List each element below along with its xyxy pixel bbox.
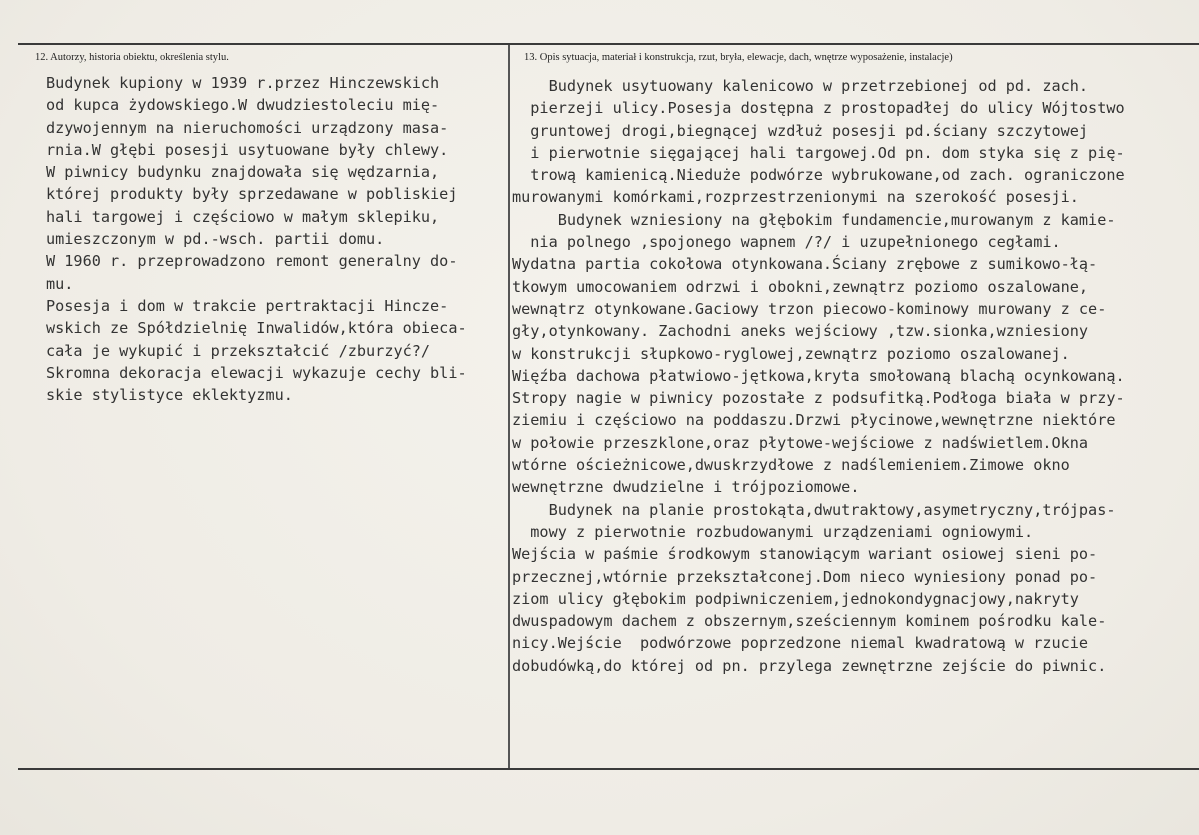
text-line: umieszczonym w pd.-wsch. partii domu. xyxy=(46,230,385,249)
text-line: skie stylistyce eklektyzmu. xyxy=(46,386,293,405)
text-line: której produkty były sprzedawane w pobliskiej xyxy=(46,185,458,204)
text-line: Stropy nagie w piwnicy pozostałe z podsufitką.Podłoga biała w przy- xyxy=(512,389,1125,408)
text-line: dzywojennym na nieruchomości urządzony masa- xyxy=(46,118,449,137)
text-line: hali targowej i częściowo w małym sklepiku, xyxy=(46,207,440,226)
text-line: cała je wykupić i przekształcić /zburzyć?/ xyxy=(46,341,431,360)
text-line: Więźba dachowa płatwiowo-jętkowa,kryta smołowaną blachą ocynkowaną. xyxy=(512,366,1125,385)
text-line: Budynek kupiony w 1939 r.przez Hinczewskich xyxy=(46,74,440,92)
text-line: wskich ze Spółdzielnię Inwalidów,która obieca- xyxy=(46,319,467,338)
text-line: mowy z pierwotnie rozbudowanymi urządzeniami ogniowymi. xyxy=(512,522,1034,541)
text-line: Wydatna partia cokołowa otynkowana.Ściany zrębowe z sumikowo-łą- xyxy=(512,255,1098,274)
text-line: przecznej,wtórnie przekształconej.Dom nieco wyniesiony ponad po- xyxy=(512,567,1098,586)
top-rule xyxy=(18,43,1199,45)
text-line: nia polnego ,spojonego wapnem /?/ i uzupełnionego cegłami. xyxy=(512,233,1061,252)
text-line: Posesja i dom w trakcie pertraktacji Hincze- xyxy=(46,296,449,315)
bottom-rule xyxy=(18,768,1199,770)
column-divider xyxy=(508,45,510,768)
text-line: Budynek wzniesiony na głębokim fundamencie,murowanym z kamie- xyxy=(512,210,1116,229)
text-line: ziemiu i częściowo na poddaszu.Drzwi płycinowe,wewnętrzne niektóre xyxy=(512,411,1116,430)
text-line: wewnętrzne dwudzielne i trójpoziomowe. xyxy=(512,478,860,497)
text-line: i pierwotnie sięgającej hali targowej.Od pn. dom styka się z pię- xyxy=(512,143,1125,162)
section-12-header: 12. Autorzy, historia obiektu, określenia stylu. xyxy=(35,52,229,63)
text-line: rnia.W głębi posesji usytuowane były chlewy. xyxy=(46,140,449,159)
text-line: tkowym umocowaniem odrzwi i obokni,zewnątrz poziomo oszalowane, xyxy=(512,277,1089,296)
text-line: ziom ulicy głębokim podpiwniczeniem,jednokondygnacjowy,nakryty xyxy=(512,589,1079,608)
text-line: Budynek usytuowany kalenicowo w przetrzebionej od pd. zach. xyxy=(512,77,1089,95)
text-line: wewnątrz otynkowane.Gaciowy trzon piecowo-kominowy murowany z ce- xyxy=(512,299,1107,318)
text-line: dwuspadowym dachem z obszernym,sześciennym kominem pośrodku kale- xyxy=(512,612,1107,631)
text-line: mu. xyxy=(46,274,74,293)
text-line: Skromna dekoracja elewacji wykazuje cechy bli- xyxy=(46,363,467,382)
text-line: Budynek na planie prostokąta,dwutraktowy,asymetryczny,trójpas- xyxy=(512,500,1116,519)
section-13-header: 13. Opis sytuacja, materiał i konstrukcja, rzut, bryła, elewacje, dach, wnętrze wyposażenie, instalacje) xyxy=(524,52,953,63)
text-line: gły,otynkowany. Zachodni aneks wejściowy ,tzw.sionka,wzniesiony xyxy=(512,322,1089,341)
text-line: od kupca żydowskiego.W dwudziestoleciu mię- xyxy=(46,96,440,115)
text-line: W 1960 r. przeprowadzono remont generalny do- xyxy=(46,252,458,271)
text-line: gruntowej drogi,biegnącej wzdłuż posesji pd.ściany szczytowej xyxy=(512,121,1089,140)
text-line: pierzeji ulicy.Posesja dostępna z prostopadłej do ulicy Wójtostwo xyxy=(512,99,1125,118)
text-line: dobudówką,do której od pn. przylega zewnętrzne zejście do piwnic. xyxy=(512,656,1107,675)
text-line: wtórne ościeżnicowe,dwuskrzydłowe z nadślemieniem.Zimowe okno xyxy=(512,456,1070,475)
text-line: W piwnicy budynku znajdowała się wędzarnia, xyxy=(46,163,440,182)
text-line: w konstrukcji słupkowo-ryglowej,zewnątrz poziomo oszalowanej. xyxy=(512,344,1070,363)
section-12-text xyxy=(46,72,467,406)
section-13-text xyxy=(512,75,1125,677)
text-line: murowanymi komórkami,rozprzestrzenionymi na szerokość posesji. xyxy=(512,188,1079,207)
text-line: nicy.Wejście podwórzowe poprzedzone niemal kwadratową w rzucie xyxy=(512,634,1089,653)
text-line: Wejścia w paśmie środkowym stanowiącym wariant osiowej sieni po- xyxy=(512,545,1098,564)
text-line: w połowie przeszklone,oraz płytowe-wejściowe z nadświetlem.Okna xyxy=(512,433,1089,452)
text-line: trową kamienicą.Nieduże podwórze wybrukowane,od zach. ograniczone xyxy=(512,166,1125,185)
